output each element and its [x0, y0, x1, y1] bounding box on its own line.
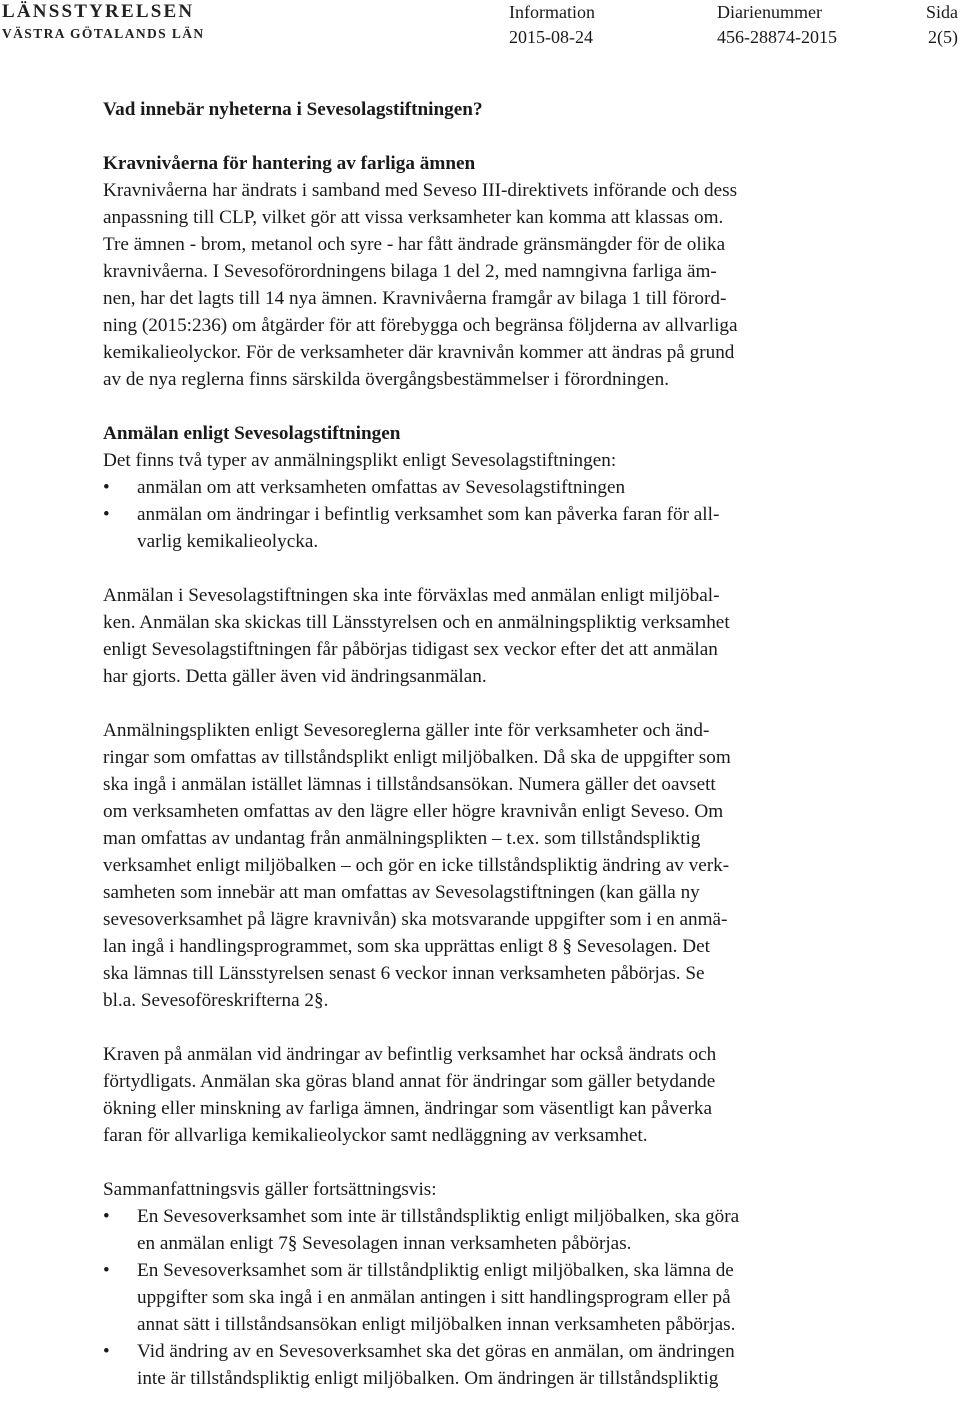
- paragraph-forvaxlas: [103, 582, 883, 690]
- text-line: enligt Sevesolagstiftningen får påbörjas tidigast sex veckor efter det att anmälan: [103, 639, 718, 660]
- section-heading-kravnivaer: Kravnivåerna för hantering av farliga ämnen: [103, 153, 476, 174]
- text-line: samheten som innebär att man omfattas av Sevesolagstiftningen (kan gälla ny: [103, 882, 700, 903]
- page-number: 2(5): [928, 27, 958, 47]
- text-line: anpassning till CLP, vilket gör att vissa verksamheter kan komma att klassas om.: [103, 207, 724, 228]
- text-line: ökning eller minskning av farliga ämnen, ändringar som väsentligt kan påverka: [103, 1098, 713, 1119]
- logo-line-2: VÄSTRA GÖTALANDS LÄN: [2, 26, 205, 41]
- header-diarienummer: [717, 0, 837, 50]
- text-line: ska lämnas till Länsstyrelsen senast 6 veckor innan verksamheten påbörjas. Se: [103, 963, 705, 984]
- text-line: Kravnivåerna har ändrats i samband med Seveso III-direktivets införande och dess: [103, 180, 738, 201]
- list-item: [103, 474, 883, 501]
- text-line: förtydligats. Anmälan ska göras bland annat för ändringar som gäller betydande: [103, 1071, 716, 1092]
- text-line: uppgifter som ska ingå i en anmälan antingen i sitt handlingsprogram eller på: [137, 1287, 731, 1308]
- text-line: • anmälan om att verksamheten omfattas av Sevesolagstiftningen: [137, 477, 626, 498]
- header-information: [509, 0, 595, 50]
- paragraph-kraven: [103, 1041, 883, 1149]
- text-line: Tre ämnen - brom, metanol och syre - har fått ändrade gränsmängder för de olika: [103, 234, 726, 255]
- text-line: Kraven på anmälan vid ändringar av befintlig verksamhet har också ändrats och: [103, 1044, 717, 1065]
- text-line: man omfattas av undantag från anmälningsplikten – t.ex. som tillståndspliktig: [103, 828, 701, 849]
- text-line: av de nya reglerna finns särskilda övergångsbestämmelser i förordningen.: [103, 369, 670, 390]
- information-date: 2015-08-24: [509, 27, 593, 47]
- list-item: [103, 501, 883, 555]
- text-line: bl.a. Sevesoföreskrifterna 2§.: [103, 990, 329, 1011]
- text-line: en anmälan enligt 7§ Sevesolagen innan verksamheten påbörjas.: [137, 1233, 632, 1254]
- section-heading-anmalan: Anmälan enligt Sevesolagstiftningen: [103, 423, 401, 444]
- list-item: [103, 1338, 883, 1392]
- text-line: Anmälan i Sevesolagstiftningen ska inte förväxlas med anmälan enligt miljöbal-: [103, 585, 720, 606]
- summary-bullet-list: [103, 1203, 883, 1392]
- text-line: om verksamheten omfattas av den lägre eller högre kravnivån enligt Seveso. Om: [103, 801, 724, 822]
- text-line: sevesoverksamhet på lägre kravnivån) ska motsvarande uppgifter som i en anmä-: [103, 909, 728, 930]
- text-line: kemikalieolyckor. För de verksamheter där kravnivån kommer att ändras på grund: [103, 342, 735, 363]
- logo-line-1: LÄNSSTYRELSEN: [2, 1, 195, 22]
- page-title: Vad innebär nyheterna i Sevesolagstiftningen?: [103, 99, 483, 120]
- document-body: [103, 96, 883, 1392]
- anmalan-bullet-list: [103, 474, 883, 555]
- text-line: Anmälningsplikten enligt Sevesoreglerna gäller inte för verksamheter och änd-: [103, 720, 710, 741]
- text-line: • anmälan om ändringar i befintlig verksamhet som kan påverka faran för all-: [137, 504, 720, 525]
- header-page: [926, 0, 958, 50]
- text-line: • En Sevesoverksamhet som inte är tillståndspliktig enligt miljöbalken, ska göra: [137, 1206, 740, 1227]
- paragraph-kravnivaer: [103, 177, 883, 393]
- text-line: nen, har det lagts till 14 nya ämnen. Kravnivåerna framgår av bilaga 1 till förord-: [103, 288, 727, 309]
- text-line: ken. Anmälan ska skickas till Länsstyrelsen och en anmälningspliktig verksamhet: [103, 612, 730, 633]
- diarienummer-value: 456-28874-2015: [717, 27, 837, 47]
- text-line: har gjorts. Detta gäller även vid ändringsanmälan.: [103, 666, 487, 687]
- text-line: varlig kemikalieolycka.: [137, 531, 319, 552]
- page-label: Sida: [925, 2, 958, 22]
- text-line: ringar som omfattas av tillståndsplikt enligt miljöbalken. Då ska de uppgifter som: [103, 747, 731, 768]
- text-line: ning (2015:236) om åtgärder för att förebygga och begränsa följderna av allvarliga: [103, 315, 738, 336]
- diarienummer-label: Diarienummer: [717, 2, 822, 22]
- paragraph-anmalningsplikten: [103, 717, 883, 1014]
- text-line: annat sätt i tillståndsansökan enligt miljöbalken innan verksamheten påbörjas.: [137, 1314, 736, 1335]
- text-line: ska ingå i anmälan istället lämnas i tillståndsansökan. Numera gäller det oavsett: [103, 774, 716, 795]
- list-item: [103, 1257, 883, 1338]
- text-line: • En Sevesoverksamhet som är tillståndpliktig enligt miljöbalken, ska lämna de: [137, 1260, 734, 1281]
- summary-intro: Sammanfattningsvis gäller fortsättningsvis:: [103, 1179, 437, 1200]
- text-line: lan ingå i handlingsprogrammet, som ska upprättas enligt 8 § Sevesolagen. Det: [103, 936, 710, 957]
- text-line: kravnivåerna. I Sevesoförordningens bilaga 1 del 2, med namngivna farliga äm-: [103, 261, 717, 282]
- text-line: inte är tillståndspliktig enligt miljöbalken. Om ändringen är tillståndspliktig: [137, 1368, 719, 1389]
- text-line: verksamhet enligt miljöbalken – och gör en icke tillståndspliktig ändring av verk-: [103, 855, 730, 876]
- list-item: [103, 1203, 883, 1257]
- information-label: Information: [509, 2, 595, 22]
- text-line: • Vid ändring av en Sevesoverksamhet ska det göras en anmälan, om ändringen: [137, 1341, 735, 1362]
- text-line: faran för allvarliga kemikalieolyckor samt nedläggning av verksamhet.: [103, 1125, 648, 1146]
- anmalan-intro: Det finns två typer av anmälningsplikt enligt Sevesolagstiftningen:: [103, 450, 617, 471]
- agency-logo: [2, 0, 232, 44]
